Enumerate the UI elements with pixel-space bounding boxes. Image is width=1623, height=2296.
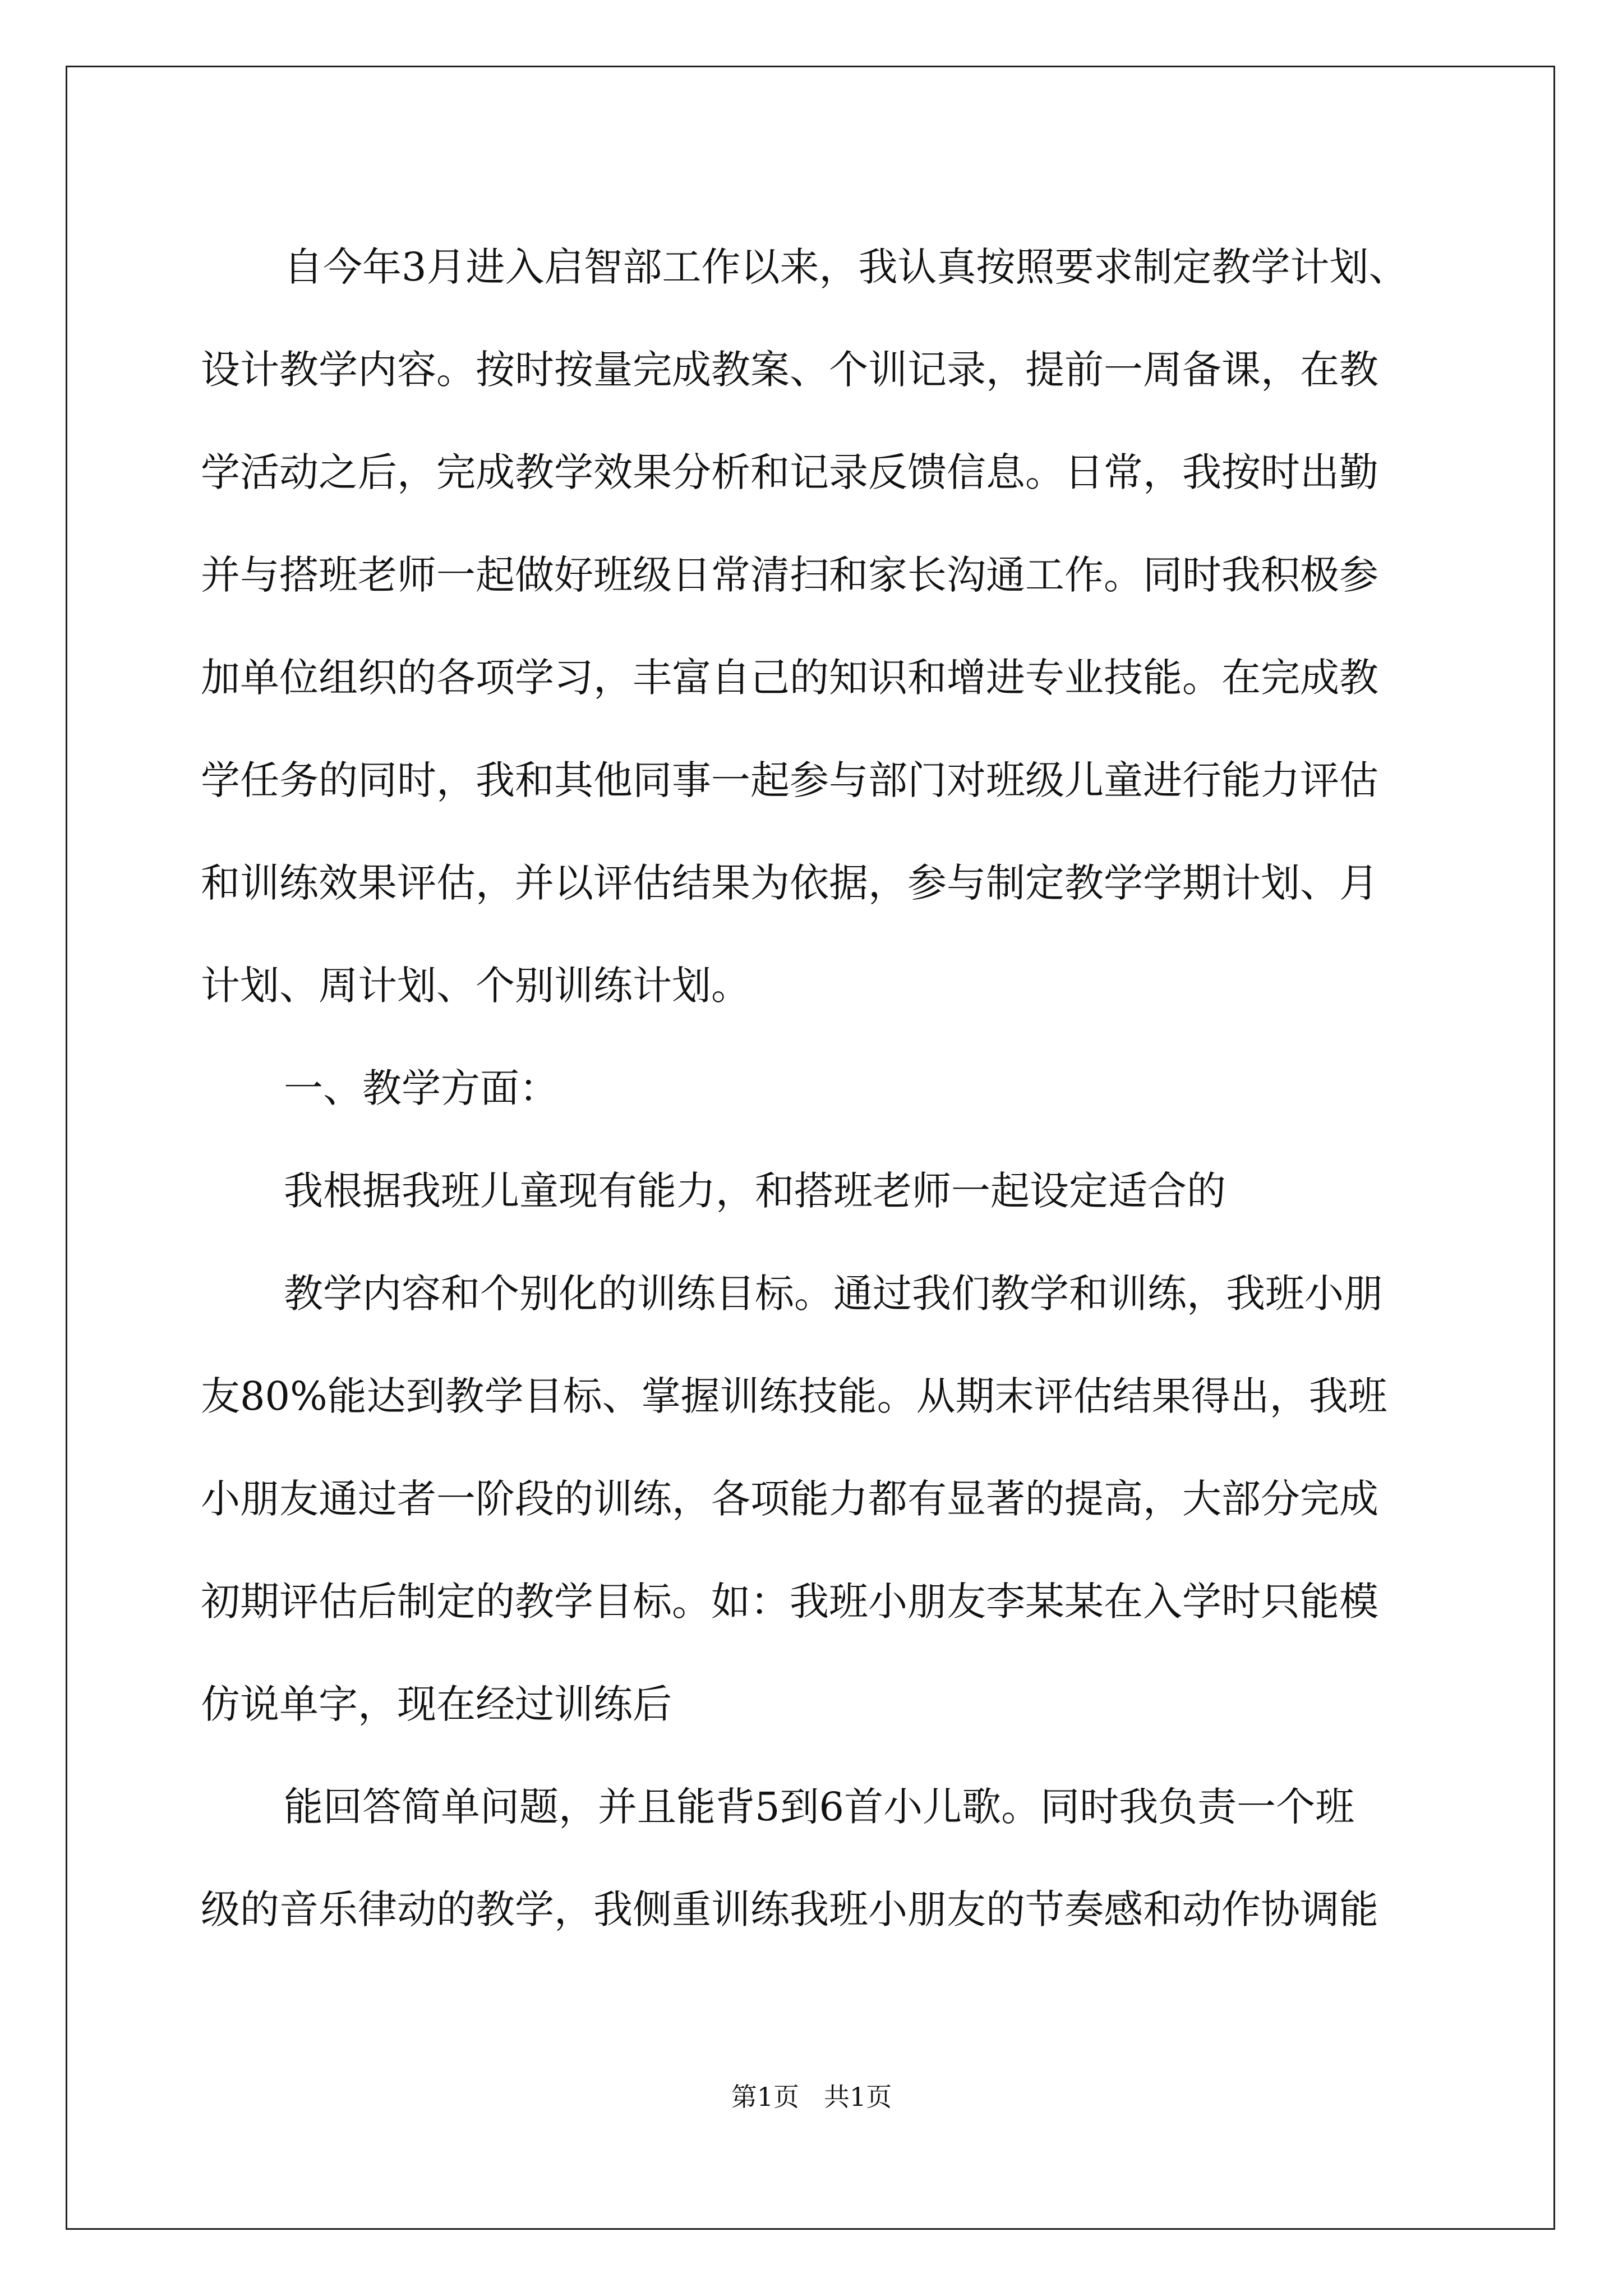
text-line: 和训练效果评估，并以评估结果为依据，参与制定教学学期计划、月 bbox=[201, 860, 1378, 906]
page-number-total: 共1页 bbox=[824, 2082, 892, 2112]
page-number-current: 第1页 bbox=[731, 2082, 799, 2112]
text-line: 加单位组织的各项学习，丰富自己的知识和增进专业技能。在完成教 bbox=[201, 655, 1378, 701]
text-line: 小朋友通过者一阶段的训练，各项能力都有显著的提高，大部分完成 bbox=[201, 1476, 1378, 1522]
text-line: 教学内容和个别化的训练目标。通过我们教学和训练，我班小朋 bbox=[284, 1271, 1383, 1317]
text-line: 初期评估后制定的教学目标。如：我班小朋友李某某在入学时只能模 bbox=[201, 1579, 1378, 1625]
text-line: 自今年3月进入启智部工作以来，我认真按照要求制定教学计划、 bbox=[284, 244, 1408, 290]
text-line: 计划、周计划、个别训练计划。 bbox=[201, 963, 750, 1009]
text-line: 设计教学内容。按时按量完成教案、个训记录，提前一周备课，在教 bbox=[201, 347, 1378, 393]
text-line: 能回答简单问题，并且能背5到6首小儿歌。同时我负责一个班 bbox=[284, 1784, 1355, 1830]
text-line: 仿说单字，现在经过训练后 bbox=[201, 1681, 672, 1727]
text-line: 级的音乐律动的教学，我侧重训练我班小朋友的节奏感和动作协调能 bbox=[201, 1887, 1378, 1932]
text-line: 学任务的同时，我和其他同事一起参与部门对班级儿童进行能力评估 bbox=[201, 757, 1378, 803]
text-line: 友80%能达到教学目标、掌握训练技能。从期末评估结果得出，我班 bbox=[201, 1373, 1387, 1419]
text-line: 我根据我班儿童现有能力，和搭班老师一起设定适合的 bbox=[284, 1168, 1226, 1214]
section-heading: 一、教学方面： bbox=[284, 1065, 559, 1111]
text-line: 并与搭班老师一起做好班级日常清扫和家长沟通工作。同时我积极参 bbox=[201, 552, 1378, 598]
text-line: 学活动之后，完成教学效果分析和记录反馈信息。日常，我按时出勤 bbox=[201, 449, 1378, 495]
document-body bbox=[201, 216, 1423, 1961]
page-footer bbox=[0, 2080, 1623, 2114]
